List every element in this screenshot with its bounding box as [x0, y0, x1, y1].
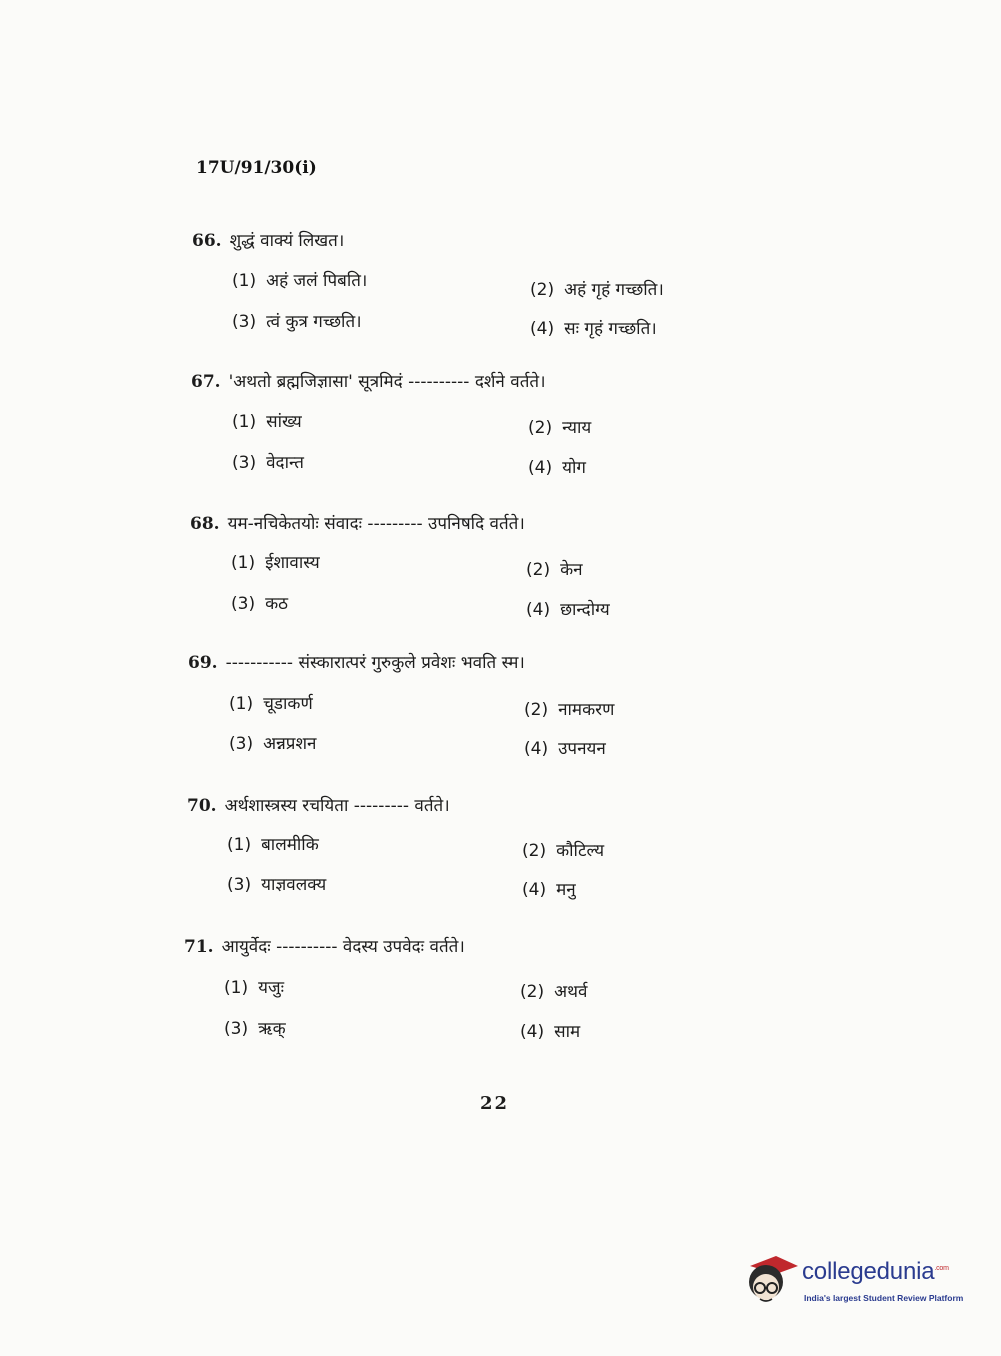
paper-code: 17U/91/30(i): [196, 158, 317, 178]
option-1: (1) ईशावास्य: [231, 553, 320, 573]
logo-tagline: India's largest Student Review Platform: [804, 1293, 964, 1303]
option-4: (4) योग: [528, 458, 586, 478]
question-text: यम-नचिकेतयोः संवादः --------- उपनिषदि वर्तते।: [227, 514, 525, 534]
option-3: (3) अन्नप्रशन: [229, 734, 317, 754]
collegedunia-logo[interactable]: [742, 1250, 972, 1312]
option-3: (3) याज्ञवलक्य: [227, 875, 327, 895]
question-text: शुद्धं वाक्यं लिखत।: [229, 231, 345, 251]
question-text: 'अथतो ब्रह्मजिज्ञासा' सूत्रमिदं ---------- दर्शने वर्तते।: [228, 372, 546, 392]
option-3: (3) वेदान्त: [232, 453, 304, 473]
option-2: (2) न्याय: [528, 418, 592, 438]
option-3: (3) त्वं कुत्र गच्छति।: [232, 312, 362, 332]
option-1: (1) बालमीकि: [227, 835, 319, 855]
question-number: 68.: [190, 514, 220, 534]
question-stem: [187, 793, 450, 816]
question-number: 69.: [188, 653, 218, 673]
option-3: (3) ऋक्: [224, 1019, 286, 1039]
mascot-icon: [742, 1252, 800, 1310]
option-4: (4) मनु: [522, 880, 576, 900]
question-stem: [191, 369, 546, 392]
option-1: (1) यजुः: [224, 978, 285, 998]
page-number: 22: [480, 1093, 510, 1114]
option-1: (1) अहं जलं पिबति।: [232, 271, 368, 291]
option-4: (4) छान्दोग्य: [526, 600, 610, 620]
option-2: (2) कौटिल्य: [522, 841, 605, 861]
option-1: (1) चूडाकर्ण: [229, 694, 313, 714]
question-stem: [192, 228, 344, 251]
question-text: अर्थशास्त्रस्य रचयिता --------- वर्तते।: [224, 796, 450, 816]
question-number: 67.: [191, 372, 221, 392]
logo-wordmark: collegedunia$^{.com}$: [802, 1258, 949, 1285]
option-2: (2) नामकरण: [524, 700, 615, 720]
question-stem: [190, 511, 525, 534]
question-number: 66.: [192, 231, 222, 251]
option-4: (4) साम: [520, 1022, 581, 1042]
option-2: (2) अहं गृहं गच्छति।: [530, 280, 664, 300]
option-4: (4) उपनयन: [524, 739, 606, 759]
option-3: (3) कठ: [231, 594, 289, 614]
option-1: (1) सांख्य: [232, 412, 302, 432]
option-4: (4) सः गृहं गच्छति।: [530, 319, 657, 339]
question-text: आयुर्वेदः ---------- वेदस्य उपवेदः वर्तते।: [221, 937, 465, 957]
option-2: (2) केन: [526, 560, 583, 580]
question-number: 70.: [187, 796, 217, 816]
question-stem: [188, 650, 525, 673]
option-2: (2) अथर्व: [520, 982, 588, 1002]
question-stem: [184, 934, 465, 957]
question-number: 71.: [184, 937, 214, 957]
question-text: ----------- संस्कारात्परं गुरुकुले प्रवेशः भवति स्म।: [225, 653, 525, 673]
